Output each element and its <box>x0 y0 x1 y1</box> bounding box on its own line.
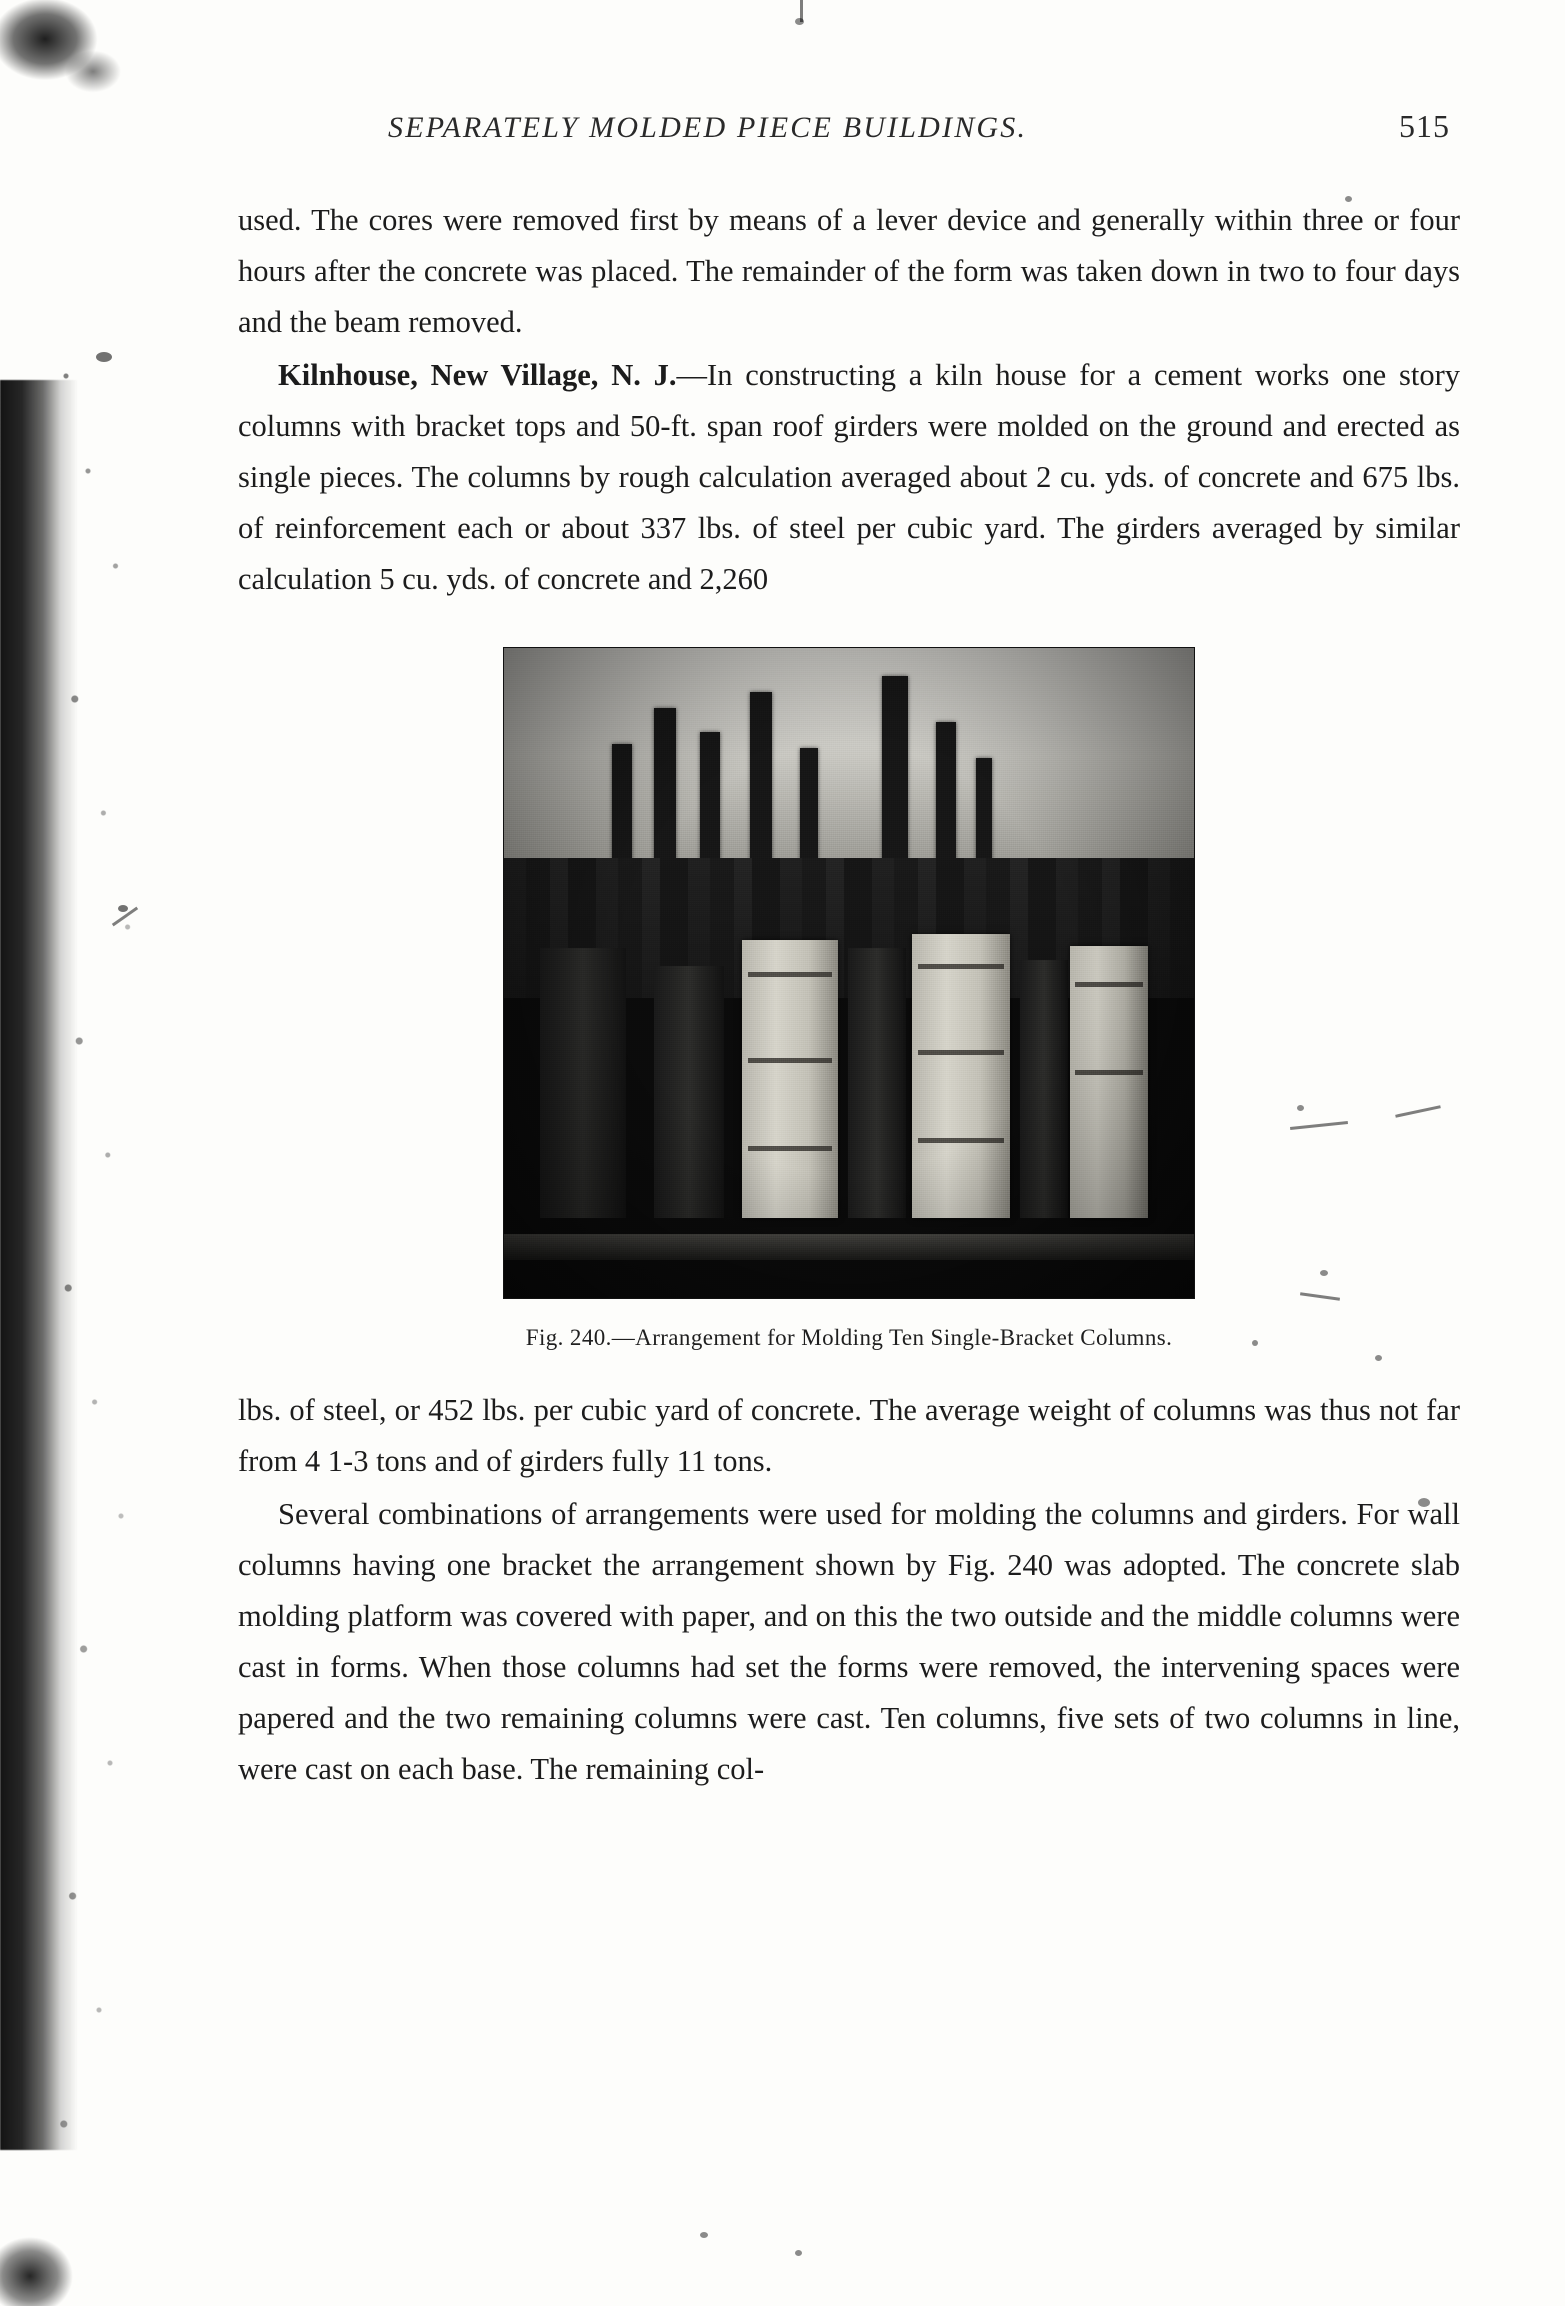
run-in-heading: Kilnhouse, New Village, N. J. <box>278 358 677 392</box>
scan-speck <box>795 2250 802 2256</box>
figure-240 <box>238 647 1460 1351</box>
page-number: 515 <box>1399 108 1450 144</box>
running-head <box>238 108 1460 145</box>
text-column <box>238 0 1460 1795</box>
paragraph-steel-weights: lbs. of steel, or 452 lbs. per cubic yard of concrete. The average weight of columns was thus not far from 4 1-3 tons and of girders fully 11 tons. <box>238 1393 1460 1478</box>
scan-speck <box>700 2232 708 2238</box>
paragraph-continued: used. The cores were removed first by means of a lever device and generally within three or four hours after the concrete was placed. The remainder of the form was taken down in two to four days and the beam removed. <box>238 203 1460 339</box>
running-head-title: SEPARATELY MOLDED PIECE BUILDINGS. <box>388 111 1028 144</box>
paragraph-arrangements: Several combinations of arrangements were used for molding the columns and girders. For wall columns having one bracket the arrangement shown by Fig. 240 was adopted. The concrete slab molding platform was covered with paper, and on this the two outside and the middle columns were cast in forms. When those columns had set the forms were removed, the intervening spaces were papered and the two remaining columns were cast. Ten columns, five sets of two columns in line, were cast on each base. The remaining col- <box>238 1497 1460 1786</box>
figure-caption: Fig. 240.—Arrangement for Molding Ten Single-Bracket Columns. <box>525 1325 1173 1350</box>
paragraph-kilnhouse <box>238 350 1460 605</box>
scan-corner-blot-bottom-left <box>0 2186 120 2306</box>
scan-fleck <box>118 905 128 912</box>
paragraph-kilnhouse-text: —In constructing a kiln house for a cement works one story columns with bracket tops and 50-ft. span roof girders were molded on the ground and erected as single pieces. The columns by rough calculation averaged about 2 cu. yds. of concrete and 675 lbs. of reinforcement each or about 337 lbs. of steel per cubic yard. The girders averaged by similar calculation 5 cu. yds. of concrete and 2,260 <box>238 358 1460 596</box>
scan-fleck <box>96 352 112 362</box>
halftone-photograph-of-molded-concrete-columns <box>503 647 1195 1299</box>
photo-vignette <box>504 648 1194 1298</box>
scan-speckle-noise <box>55 300 165 2200</box>
scan-corner-blot-top-left <box>0 0 150 130</box>
